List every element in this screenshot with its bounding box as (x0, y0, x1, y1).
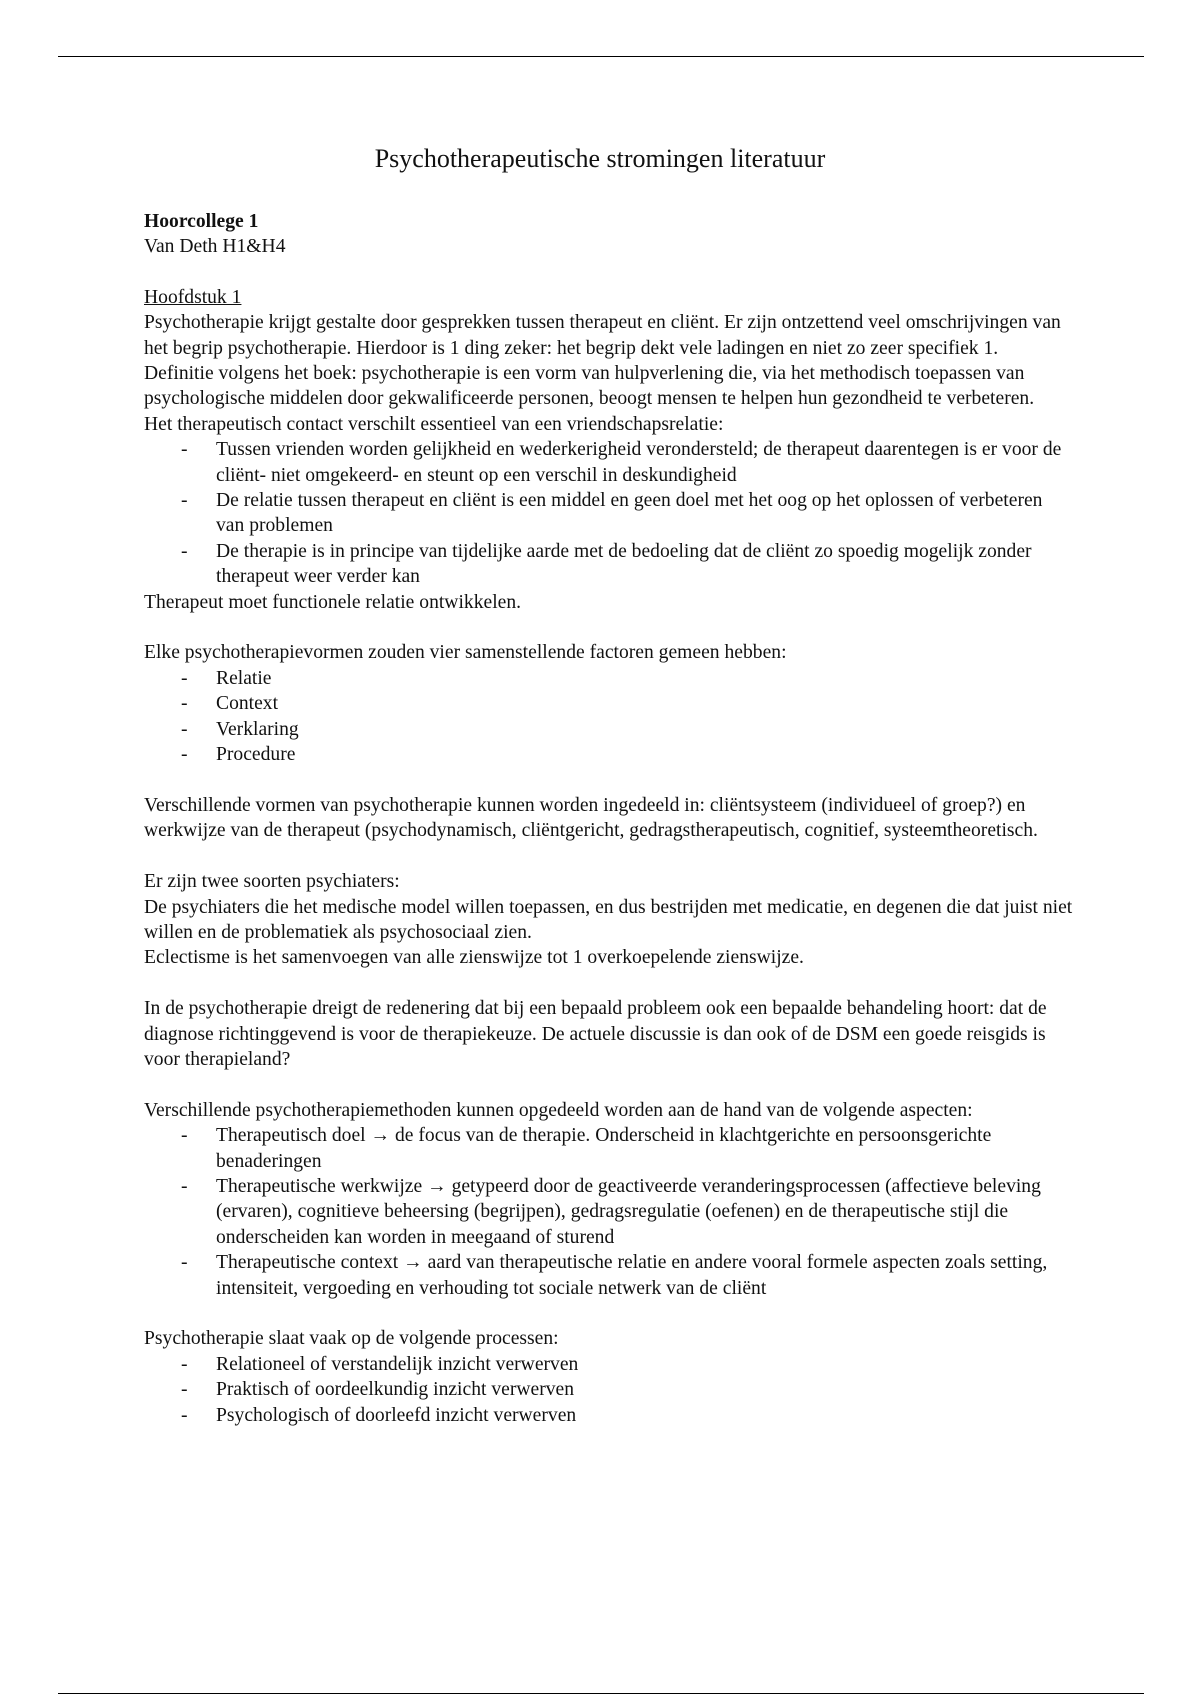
bullet-dash: - (181, 718, 188, 740)
bullet-dash: - (181, 439, 188, 461)
list-item (144, 539, 1074, 590)
spacer (144, 260, 1074, 285)
lecture-heading: Hoorcollege 1 (144, 211, 259, 232)
factors-list (144, 666, 1074, 768)
paragraph-psychiatrists-types: De psychiaters die het medische model willen toepassen, en dus bestrijden met medicatie, en degenen die dat juist niet willen en de problematiek als psychosociaal zien. (144, 896, 1073, 943)
list-item (144, 1352, 1074, 1377)
paragraph-psychiatrists-intro: Er zijn twee soorten psychiaters: (144, 871, 400, 893)
spacer (144, 1072, 1074, 1097)
spacer (144, 615, 1074, 640)
paragraph-functional-relation: Therapeut moet functionele relatie ontwikkelen. (144, 591, 522, 613)
bullet-dash: - (181, 693, 188, 715)
paragraph-diagnosis: In de psychotherapie dreigt de redenering dat bij een bepaald probleem ook een bepaalde behandeling hoort: dat de diagnose richtinggevend is voor de therapiekeuze. De actuele discussie is dan ook of de DSM een goede reisgids is voor therapieland? (144, 998, 1047, 1070)
list-item (144, 691, 1074, 716)
list-item-text: Context (216, 693, 279, 715)
list-item-text: Procedure (216, 744, 296, 766)
list-item-text: De relatie tussen therapeut en cliënt is een middel en geen doel met het oog op het oplossen of verbeteren van problemen (216, 490, 1043, 537)
paragraph-processes-intro: Psychotherapie slaat vaak op de volgende processen: (144, 1328, 559, 1350)
list-item (144, 742, 1074, 767)
bullet-dash: - (181, 1175, 188, 1197)
bullet-dash: - (181, 1252, 188, 1274)
spacer (144, 768, 1074, 793)
bullet-dash: - (181, 744, 188, 766)
spacer (144, 844, 1074, 869)
bullet-dash: - (181, 1379, 188, 1401)
paragraph-forms: Verschillende vormen van psychotherapie kunnen worden ingedeeld in: cliëntsysteem (individueel of groep?) en werkwijze van de therapeut (psychodynamisch, cliëntgericht, gedragstherapeutisch, cognitief, systeemtheoretisch. (144, 794, 1038, 842)
list-item (144, 1174, 1074, 1250)
bullet-dash: - (181, 667, 188, 689)
list-item (144, 488, 1074, 539)
list-item (144, 1403, 1074, 1428)
paragraph-factors-intro: Elke psychotherapievormen zouden vier samenstellende factoren gemeen hebben: (144, 642, 787, 664)
reading-reference: Van Deth H1&H4 (144, 236, 286, 258)
document-title: Psychotherapeutische stromingen literatuur (374, 144, 826, 173)
list-item (144, 666, 1074, 691)
bullet-dash: - (181, 1353, 188, 1375)
processes-list (144, 1352, 1074, 1428)
list-item-text: Psychologisch of doorleefd inzicht verwerven (216, 1404, 577, 1426)
list-item-text: De therapie is in principe van tijdelijke aarde met de bedoeling dat de cliënt zo spoedig mogelijk zonder therapeut weer verder kan (216, 540, 1032, 588)
bullet-dash: - (181, 1404, 188, 1426)
header-rule (58, 56, 1144, 57)
list-item-text: Therapeutische context → aard van therapeutische relatie en andere vooral formele aspecten zoals setting, intensiteit, vergoeding en verhouding tot sociale netwerk van de cliënt (216, 1252, 1048, 1299)
bullet-dash: - (181, 540, 188, 562)
list-item-text: Relatie (216, 667, 272, 689)
list-item-text: Tussen vrienden worden gelijkheid en wederkerigheid verondersteld; de therapeut daarentegen is er voor de cliënt- niet omgekeerd- en steunt op een verschil in deskundigheid (216, 439, 1062, 486)
list-item (144, 437, 1074, 488)
bullet-dash: - (181, 1125, 188, 1147)
list-item-text: Therapeutische werkwijze → getypeerd door de geactiveerde veranderingsprocessen (affectieve beleving (ervaren), cognitieve beheersing (begrijpen), gedragsregulatie (oefenen) en de therapeutische stijl die onderscheiden kan worden in meegaand of sturend (216, 1175, 1041, 1248)
list-item (144, 1123, 1074, 1174)
spacer (144, 1301, 1074, 1326)
paragraph-definition: Definitie volgens het boek: psychotherapie is een vorm van hulpverlening die, via het methodisch toepassen van psychologische middelen door gekwalificeerde personen, beoogt mensen te helpen hun gezondheid te verbeteren. (144, 363, 1035, 410)
paragraph-intro: Psychotherapie krijgt gestalte door gesprekken tussen therapeut en cliënt. Er zijn ontzettend veel omschrijvingen van het begrip psychotherapie. Hierdoor is 1 ding zeker: het begrip dekt vele ladingen en niet zo zeer specifiek 1. (144, 312, 1061, 359)
footer-rule (58, 1693, 1144, 1694)
bullet-dash: - (181, 490, 188, 512)
list-item-text: Relationeel of verstandelijk inzicht verwerven (216, 1353, 579, 1375)
paragraph-contact: Het therapeutisch contact verschilt essentieel van een vriendschapsrelatie: (144, 413, 724, 435)
document-body (144, 209, 1074, 1428)
spacer (144, 971, 1074, 996)
contact-list (144, 437, 1074, 589)
paragraph-methods-intro: Verschillende psychotherapiemethoden kunnen opgedeeld worden aan de hand van de volgende aspecten: (144, 1099, 973, 1121)
methods-list (144, 1123, 1074, 1301)
list-item-text: Therapeutisch doel → de focus van de therapie. Onderscheid in klachtgerichte en persoonsgerichte benaderingen (216, 1125, 992, 1172)
list-item (144, 1250, 1074, 1301)
list-item (144, 1377, 1074, 1402)
list-item (144, 717, 1074, 742)
paragraph-eclecticism: Eclectisme is het samenvoegen van alle zienswijze tot 1 overkoepelende zienswijze. (144, 947, 804, 969)
list-item-text: Verklaring (216, 718, 299, 740)
list-item-text: Praktisch of oordeelkundig inzicht verwerven (216, 1379, 575, 1401)
chapter-heading: Hoofdstuk 1 (144, 286, 242, 308)
